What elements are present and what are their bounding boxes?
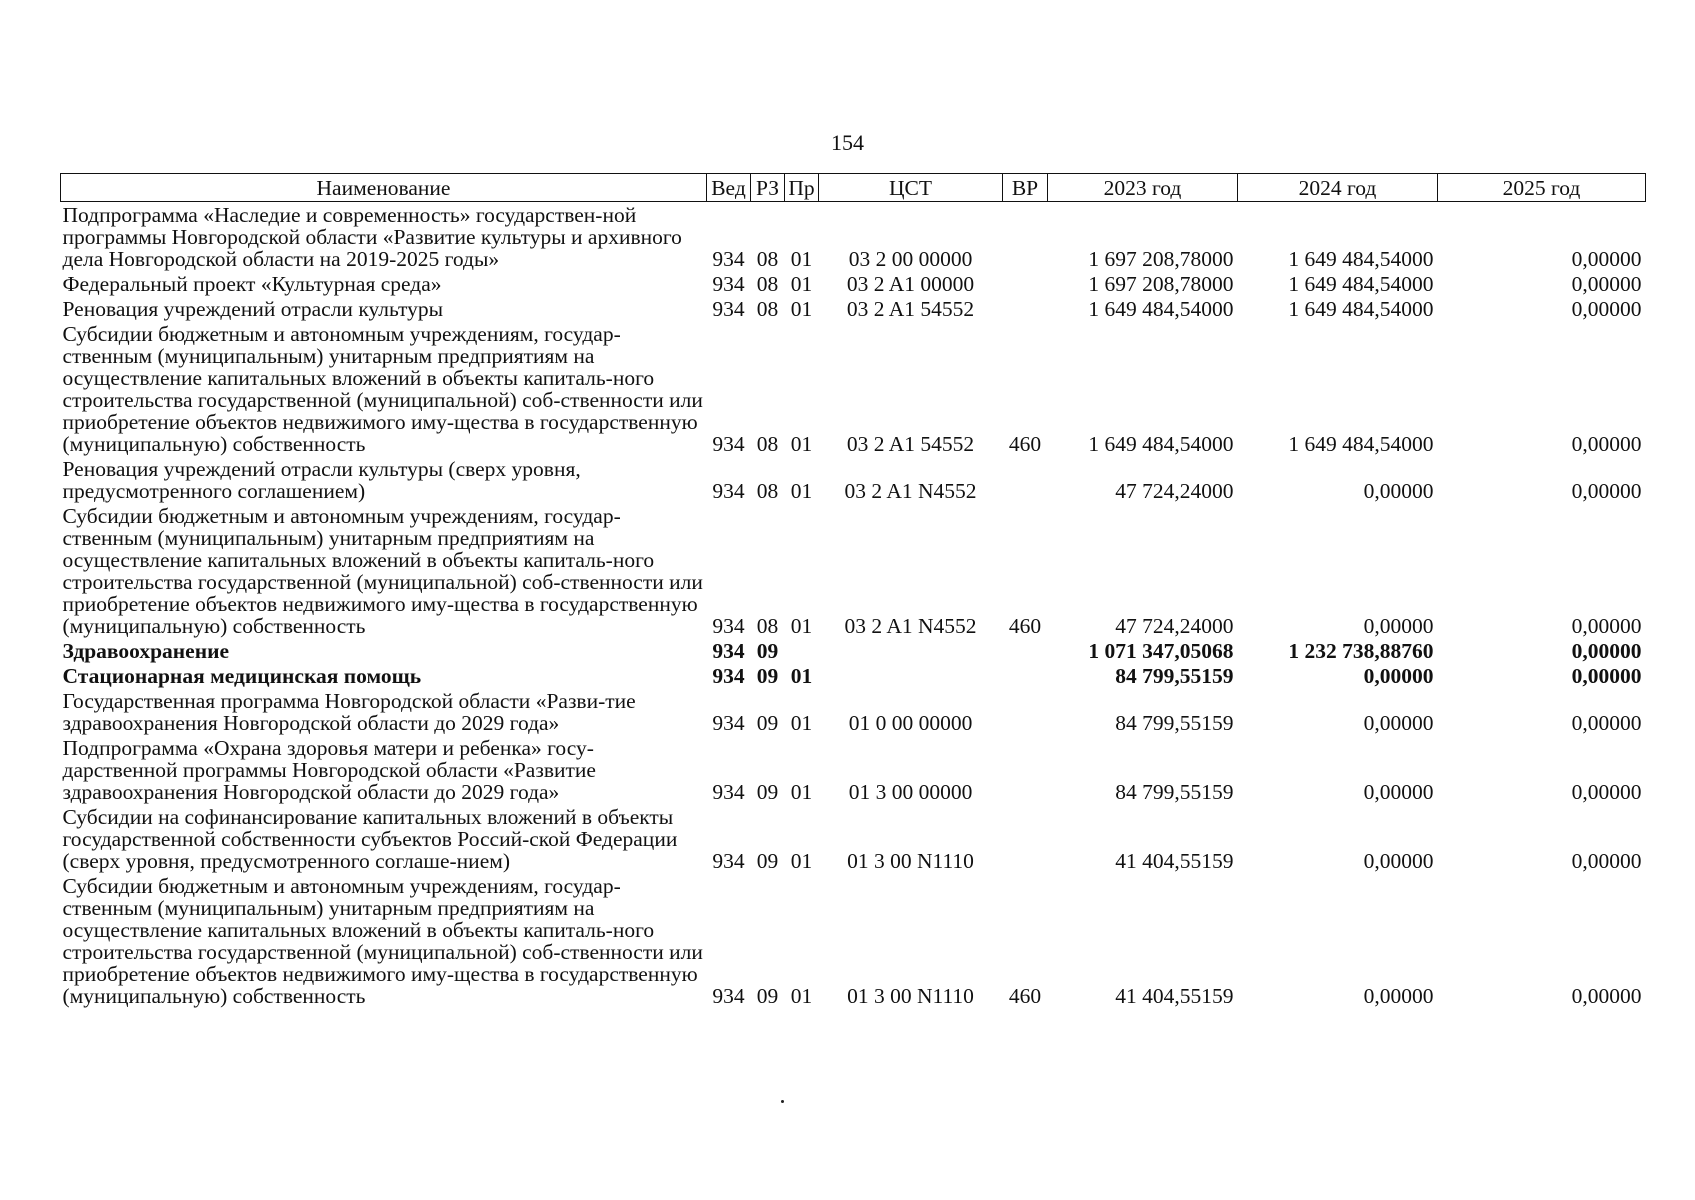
col-header-2025: 2025 год [1438, 174, 1646, 202]
row-value-2025: 0,00000 [1571, 639, 1642, 663]
row-vr [1003, 202, 1048, 272]
stray-dot [781, 1100, 784, 1103]
row-vr [1003, 663, 1048, 688]
table-row [61, 638, 1646, 663]
row-value-2024: 0,00000 [1363, 780, 1434, 804]
row-cst [819, 638, 1003, 663]
row-value-2025: 0,00000 [1571, 614, 1642, 638]
row-value-2023: 1 697 208,78000 [1088, 272, 1234, 296]
row-name: Субсидии бюджетным и автономным учреждениям, государ-ственным (муниципальным) унитарным предприятиям на осуществление капитальных вложений в объекты капиталь-ного строительства государственной (муниципальной) соб-ственности или приобретение объектов недвижимого иму-щества в государственную (муниципальную) собственность [62, 874, 703, 1008]
row-pr: 01 [790, 479, 813, 503]
row-ved: 934 [712, 639, 745, 663]
row-cst: 01 3 00 N1110 [847, 984, 974, 1008]
row-vr [1003, 271, 1048, 296]
row-pr: 01 [790, 247, 813, 271]
table-row [61, 873, 1646, 1008]
row-pr: 01 [790, 664, 813, 688]
row-value-2023: 1 071 347,05068 [1088, 639, 1234, 663]
row-value-2023: 1 649 484,54000 [1088, 432, 1234, 456]
col-header-rz: РЗ [751, 174, 785, 202]
row-name: Субсидии на софинансирование капитальных вложений в объекты государственной собственности субъектов Россий-ской Федерации (сверх уровня, предусмотренного соглаше-нием) [62, 805, 678, 873]
row-value-2023: 84 799,55159 [1115, 664, 1234, 688]
table-row [61, 503, 1646, 638]
row-vr: 460 [1008, 614, 1042, 638]
row-vr: 460 [1008, 432, 1042, 456]
row-value-2025: 0,00000 [1571, 664, 1642, 688]
row-value-2023: 47 724,24000 [1115, 614, 1234, 638]
row-rz: 08 [756, 297, 779, 321]
row-ved: 934 [712, 780, 745, 804]
row-ved: 934 [712, 272, 745, 296]
row-ved: 934 [712, 297, 745, 321]
row-value-2024: 0,00000 [1363, 479, 1434, 503]
row-value-2025: 0,00000 [1571, 984, 1642, 1008]
row-name: Федеральный проект «Культурная среда» [62, 272, 442, 296]
table-row [61, 804, 1646, 873]
row-cst: 03 2 A1 N4552 [844, 614, 977, 638]
row-ved: 934 [712, 432, 745, 456]
row-ved: 934 [712, 247, 745, 271]
row-ved: 934 [712, 984, 745, 1008]
row-ved: 934 [712, 479, 745, 503]
row-vr [1003, 804, 1048, 873]
row-vr [1003, 735, 1048, 804]
row-rz: 09 [756, 711, 779, 735]
row-value-2025: 0,00000 [1571, 711, 1642, 735]
row-cst: 03 2 A1 54552 [846, 297, 975, 321]
table-row [61, 688, 1646, 735]
row-cst: 03 2 A1 N4552 [844, 479, 977, 503]
col-header-2024: 2024 год [1238, 174, 1438, 202]
table-row [61, 271, 1646, 296]
row-rz: 08 [756, 479, 779, 503]
row-value-2024: 1 649 484,54000 [1288, 272, 1434, 296]
row-cst: 01 0 00 00000 [848, 711, 973, 735]
table-row [61, 663, 1646, 688]
row-name: Субсидии бюджетным и автономным учреждениям, государ-ственным (муниципальным) унитарным предприятиям на осуществление капитальных вложений в объекты капиталь-ного строительства государственной (муниципальной) соб-ственности или приобретение объектов недвижимого иму-щества в государственную (муниципальную) собственность [62, 322, 703, 456]
row-vr: 460 [1008, 984, 1042, 1008]
row-value-2024: 1 649 484,54000 [1288, 247, 1434, 271]
row-cst: 03 2 A1 54552 [846, 432, 975, 456]
row-value-2024: 0,00000 [1363, 664, 1434, 688]
row-rz: 09 [756, 780, 779, 804]
row-value-2023: 41 404,55159 [1115, 984, 1234, 1008]
row-name: Реновация учреждений отрасли культуры [62, 297, 444, 321]
row-value-2024: 0,00000 [1363, 614, 1434, 638]
row-ved: 934 [712, 664, 745, 688]
row-value-2023: 84 799,55159 [1115, 711, 1234, 735]
row-value-2023: 1 649 484,54000 [1088, 297, 1234, 321]
row-rz: 08 [756, 247, 779, 271]
budget-table [60, 173, 1646, 1008]
row-ved: 934 [712, 849, 745, 873]
row-vr [1003, 688, 1048, 735]
table-row [61, 735, 1646, 804]
row-name: Государственная программа Новгородской области «Разви-тие здравоохранения Новгородской области до 2029 года» [62, 689, 636, 735]
table-row [61, 456, 1646, 503]
row-name: Подпрограмма «Наследие и современность» государствен-ной программы Новгородской области «Развитие культуры и архивного дела Новгородской области на 2019-2025 годы» [62, 203, 682, 271]
row-value-2024: 1 232 738,88760 [1288, 639, 1434, 663]
table-row [61, 321, 1646, 456]
row-value-2025: 0,00000 [1571, 780, 1642, 804]
row-value-2025: 0,00000 [1571, 297, 1642, 321]
row-pr: 01 [790, 272, 813, 296]
row-pr: 01 [790, 849, 813, 873]
table-row [61, 296, 1646, 321]
row-value-2023: 47 724,24000 [1115, 479, 1234, 503]
row-pr [785, 638, 819, 663]
row-value-2025: 0,00000 [1571, 432, 1642, 456]
row-value-2025: 0,00000 [1571, 849, 1642, 873]
row-name: Стационарная медицинская помощь [62, 664, 422, 688]
col-header-pr: Пр [785, 174, 819, 202]
row-cst: 01 3 00 N1110 [847, 849, 974, 873]
col-header-cst: ЦСТ [819, 174, 1003, 202]
row-value-2024: 1 649 484,54000 [1288, 432, 1434, 456]
row-cst: 03 2 00 00000 [848, 247, 973, 271]
row-ved: 934 [712, 711, 745, 735]
row-vr [1003, 638, 1048, 663]
table-header [61, 174, 1646, 202]
table-body [61, 202, 1646, 1009]
col-header-2023: 2023 год [1048, 174, 1238, 202]
col-header-name: Наименование [61, 174, 707, 202]
row-rz: 08 [756, 432, 779, 456]
row-value-2025: 0,00000 [1571, 247, 1642, 271]
col-header-vr: ВР [1003, 174, 1048, 202]
row-value-2023: 1 697 208,78000 [1088, 247, 1234, 271]
row-name: Субсидии бюджетным и автономным учреждениям, государ-ственным (муниципальным) унитарным предприятиям на осуществление капитальных вложений в объекты капиталь-ного строительства государственной (муниципальной) соб-ственности или приобретение объектов недвижимого иму-щества в государственную (муниципальную) собственность [62, 504, 703, 638]
row-value-2024: 0,00000 [1363, 849, 1434, 873]
row-pr: 01 [790, 614, 813, 638]
row-value-2023: 84 799,55159 [1115, 780, 1234, 804]
row-pr: 01 [790, 711, 813, 735]
row-ved: 934 [712, 614, 745, 638]
row-value-2024: 1 649 484,54000 [1288, 297, 1434, 321]
row-value-2025: 0,00000 [1571, 272, 1642, 296]
row-cst [819, 663, 1003, 688]
row-value-2025: 0,00000 [1571, 479, 1642, 503]
row-cst: 03 2 A1 00000 [846, 272, 975, 296]
row-pr: 01 [790, 432, 813, 456]
row-rz: 08 [756, 614, 779, 638]
row-pr: 01 [790, 984, 813, 1008]
row-vr [1003, 296, 1048, 321]
row-rz: 09 [756, 849, 779, 873]
row-name: Реновация учреждений отрасли культуры (сверх уровня, предусмотренного соглашением) [62, 457, 581, 503]
row-pr: 01 [790, 297, 813, 321]
row-name: Подпрограмма «Охрана здоровья матери и ребенка» госу-дарственной программы Новгородской области «Развитие здравоохранения Новгородской области до 2029 года» [62, 736, 596, 804]
row-rz: 08 [756, 272, 779, 296]
row-rz: 09 [756, 984, 779, 1008]
row-rz: 09 [756, 664, 779, 688]
table-row [61, 202, 1646, 272]
row-name: Здравоохранение [62, 639, 230, 663]
row-value-2023: 41 404,55159 [1115, 849, 1234, 873]
row-vr [1003, 456, 1048, 503]
row-pr: 01 [790, 780, 813, 804]
row-value-2024: 0,00000 [1363, 984, 1434, 1008]
page-number: 154 [831, 130, 864, 155]
row-cst: 01 3 00 00000 [848, 780, 973, 804]
col-header-ved: Вед [707, 174, 751, 202]
row-rz: 09 [756, 639, 779, 663]
row-value-2024: 0,00000 [1363, 711, 1434, 735]
